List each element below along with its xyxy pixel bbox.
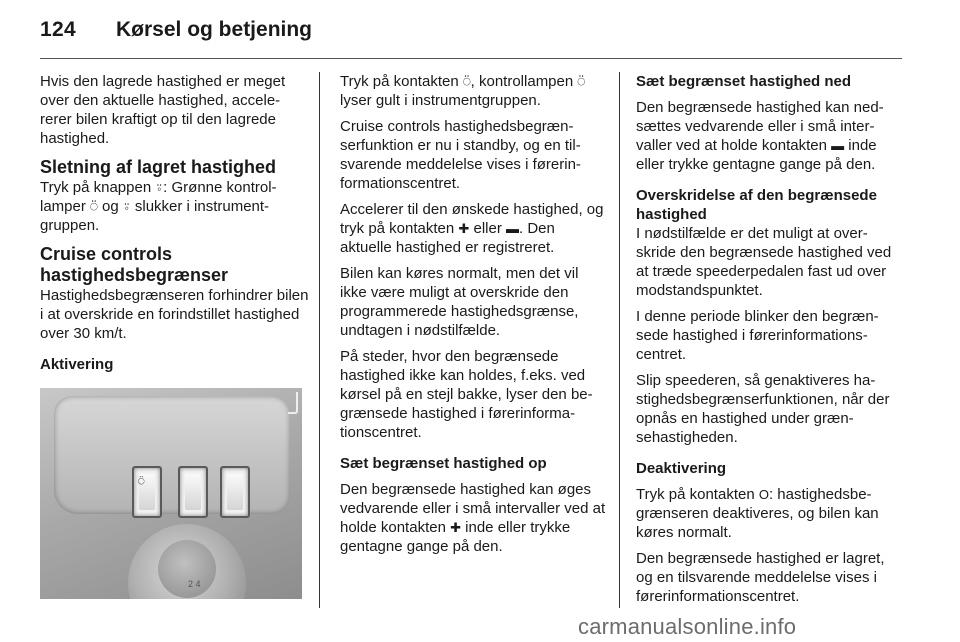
- release-paragraph: Slip speederen, så genaktiveres ha-stighedsbegrænserfunktionen, når der opnås en hastighed under græn-sehastigheden.: [636, 372, 890, 446]
- text-segment: inde eller trykke gentagne gange på den.: [340, 519, 571, 555]
- gear-knob-top: [158, 540, 216, 598]
- normal-driving-paragraph: Bilen kan køres normalt, men det vil ikke være muligt at overskride den programmerede hastighedsgrænse, undtagen i nødstilfælde.: [340, 265, 579, 339]
- gear-knob-label: 2 4: [188, 579, 201, 589]
- column-divider: [319, 72, 320, 608]
- heading-activation: Aktivering: [40, 356, 114, 373]
- limiter-icon: ⍥: [138, 476, 145, 488]
- text-segment: lyser gult i instrumentgruppen.: [340, 92, 541, 109]
- heading-deactivation: Deaktivering: [636, 460, 727, 477]
- plus-icon: ✚: [458, 221, 470, 236]
- switch-panel: [54, 396, 290, 514]
- text-segment: Den begrænsede hastighed kan øges vedvarende eller i små intervaller ved at holde kontakten: [340, 481, 606, 536]
- page-header: [40, 14, 902, 52]
- intro-paragraph: Hvis den lagrede hastighed er meget over den aktuelle hastighed, accele-rerer bilen kraftigt op til den lagrede hastighed.: [40, 73, 286, 147]
- heading-line: Cruise controls: [40, 244, 173, 264]
- delete-paragraph: [40, 178, 310, 235]
- column-right: [636, 72, 904, 613]
- text-segment: eller: [469, 220, 506, 237]
- exceed-paragraph: I nødstilfælde er det muligt at over-skride den begrænsede hastighed ved at træde speederpedalen fast ud over modstandspunktet.: [636, 225, 892, 299]
- header-divider: [40, 58, 902, 59]
- watermark: carmanualsonline.info: [578, 614, 797, 639]
- steep-hill-paragraph: På steder, hvor den begrænsede hastighed ikke kan holdes, f.eks. ved kørsel på en stejl bakke, lyser den be-grænsede hastighed i førerinforma-tionscentret.: [340, 348, 593, 441]
- heading-exceed: [636, 186, 904, 224]
- deactivation-paragraph: [636, 485, 904, 542]
- heading-set-up: Sæt begrænset hastighed op: [340, 455, 547, 472]
- blank-switch: [220, 466, 250, 518]
- text-segment: : Grønne kontrol-lamper: [40, 179, 277, 215]
- text-segment: Accelerer til den ønskede hastighed, og tryk på kontakten: [340, 201, 604, 237]
- text-segment: slukker i instrument-gruppen.: [40, 198, 270, 234]
- heading-line: Overskridelse af den begrænsede: [636, 187, 877, 204]
- stored-speed-paragraph: Den begrænsede hastighed er lagret, og en tilsvarende meddelelse vises i førerinformationscentret.: [636, 550, 885, 605]
- limiter-icon: ⍥: [90, 199, 98, 214]
- column-middle: [340, 72, 608, 563]
- text-segment: Tryk på knappen: [40, 179, 156, 196]
- column-left: [40, 72, 310, 381]
- heading-delete-speed: Sletning af lagret hastighed: [40, 157, 277, 177]
- text-segment: og: [97, 198, 123, 215]
- set-down-paragraph: [636, 98, 904, 174]
- page-number: 124: [40, 18, 76, 41]
- minus-icon: ▬: [506, 221, 519, 236]
- column-divider: [619, 72, 620, 608]
- activation-paragraph: [340, 72, 608, 110]
- text-segment: Tryk på kontakten: [340, 73, 463, 90]
- text-segment: inde eller trykke gentagne gange på den.: [636, 137, 877, 173]
- minus-icon: ▬: [831, 138, 845, 153]
- dashboard-switch-photo: [40, 388, 302, 599]
- limiter-icon: ⍥: [577, 74, 586, 89]
- cruise-icon: ⍤: [122, 199, 131, 214]
- cruise-icon: ⍤: [155, 180, 164, 195]
- panel-bracket: [288, 392, 298, 414]
- switch-face: [227, 474, 243, 510]
- blank-switch: [178, 466, 208, 518]
- text-segment: Tryk på kontakten: [636, 486, 759, 503]
- plus-icon: ✚: [450, 520, 461, 535]
- limiter-paragraph: Hastighedsbegrænseren forhindrer bilen i at overskride en forindstillet hastighed over 30 km/t.: [40, 287, 309, 342]
- text-segment: , kontrollampen: [470, 73, 578, 90]
- limiter-icon: ⍥: [462, 74, 471, 89]
- heading-line: hastighed: [636, 206, 707, 223]
- limiter-switch: [132, 466, 162, 518]
- accelerate-paragraph: [340, 200, 608, 257]
- text-segment: Den begrænsede hastighed kan ned-sættes vedvarende eller i små inter-valler ved at holde kontakten: [636, 99, 884, 154]
- off-icon: O: [758, 487, 769, 502]
- heading-set-down: Sæt begrænset hastighed ned: [636, 73, 852, 90]
- text-segment: : hastighedsbe-grænseren deaktiveres, og bilen kan køres normalt.: [636, 486, 879, 541]
- heading-line: hastighedsbegrænser: [40, 265, 229, 285]
- standby-paragraph: Cruise controls hastighedsbegræn-serfunktion er nu i standby, og en til-svarende meddelelse vises i førerin-formationscentret.: [340, 118, 581, 192]
- blink-paragraph: I denne periode blinker den begræn-sede hastighed i førerinformations-centret.: [636, 308, 879, 363]
- text-segment: . Den aktuelle hastighed er registreret.: [340, 220, 555, 256]
- set-up-paragraph: [340, 480, 608, 556]
- heading-speed-limiter: [40, 244, 310, 286]
- switch-face: [185, 474, 201, 510]
- chapter-title: Kørsel og betjening: [116, 18, 313, 41]
